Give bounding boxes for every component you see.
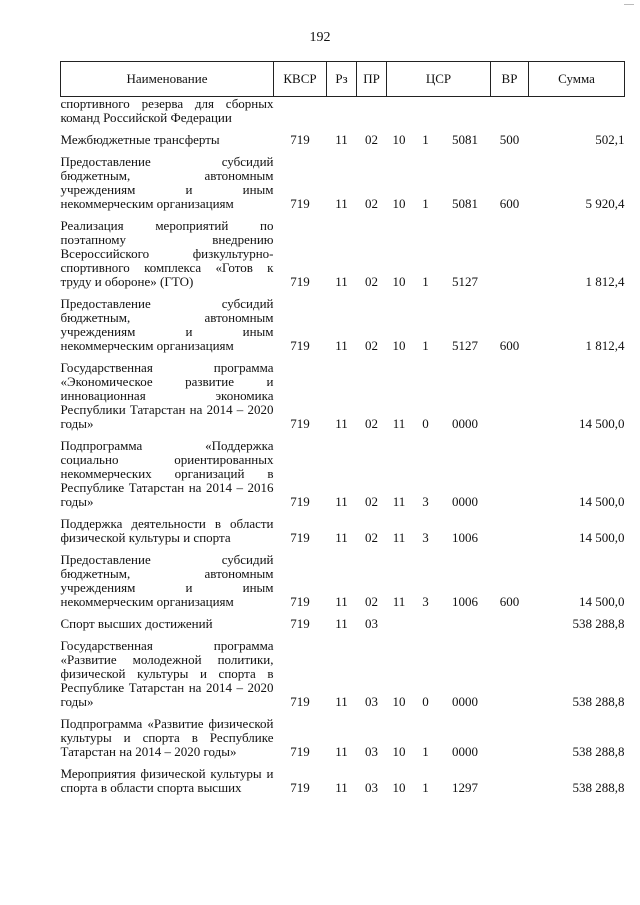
- cell-name: Подпрограмма «Развитие физической культуры и спорта в Республике Татарстан на 2014 – 2020 годы»: [60, 716, 274, 759]
- cell-csr3: [440, 97, 491, 126]
- cell-rz: 11: [335, 132, 348, 147]
- cell-name: Предоставление субсидий бюджетным, автономным учреждениям и иным некоммерческим организациям: [60, 154, 274, 211]
- cell-rz: 11: [335, 616, 348, 631]
- header-name: Наименование: [61, 62, 274, 97]
- cell-rz: 11: [335, 196, 348, 211]
- cell-sum: 1 812,4: [585, 274, 625, 289]
- cell-vr: [491, 219, 529, 289]
- cell-pr: 03: [365, 616, 378, 631]
- cell-vr: [491, 97, 529, 126]
- cell-vr: 600: [499, 338, 520, 353]
- cell-pr: 03: [365, 744, 378, 759]
- table-row: [61, 155, 625, 211]
- cell-pr: 02: [365, 338, 378, 353]
- cell-csr1: 10: [392, 132, 406, 147]
- table-body: [61, 97, 625, 796]
- cell-sum: 1 812,4: [585, 338, 625, 353]
- cell-csr3: 5081: [452, 132, 478, 147]
- cell-csr1: 11: [392, 494, 406, 509]
- cell-csr2: 0: [422, 694, 429, 709]
- cell-kvsr: 719: [290, 132, 310, 147]
- cell-kvsr: [274, 97, 327, 126]
- cell-csr3: 1006: [452, 594, 478, 609]
- cell-csr2: 0: [422, 416, 429, 431]
- table-row: [61, 617, 625, 631]
- cell-vr: 500: [499, 132, 520, 147]
- cell-sum: 502,1: [595, 132, 625, 147]
- cell-csr2: 1: [422, 744, 429, 759]
- cell-pr: 02: [365, 416, 378, 431]
- table-row: [61, 361, 625, 431]
- cell-pr: 02: [365, 530, 378, 545]
- cell-csr2: 1: [422, 196, 429, 211]
- cell-sum: 14 500,0: [579, 594, 625, 609]
- cell-csr1: 11: [392, 594, 406, 609]
- cell-pr: 02: [365, 494, 378, 509]
- cell-kvsr: 719: [290, 594, 310, 609]
- cell-rz: 11: [335, 694, 348, 709]
- cell-vr: 600: [499, 196, 520, 211]
- table-row: [61, 517, 625, 545]
- table-row: [61, 639, 625, 709]
- cell-rz: [327, 97, 357, 126]
- cell-name: Поддержка деятельности в области физической культуры и спорта: [60, 516, 274, 545]
- cell-kvsr: 719: [290, 338, 310, 353]
- cell-sum: 538 288,8: [572, 616, 625, 631]
- cell-csr1: 11: [392, 530, 406, 545]
- header-csr: ЦСР: [387, 62, 491, 97]
- cell-rz: 11: [335, 530, 348, 545]
- cell-name: Государственная программа «Экономическое развитие и инновационная экономика Республики Татарстан на 2014 – 2020 годы»: [60, 360, 274, 431]
- cell-sum: [529, 97, 625, 126]
- cell-csr3: 0000: [452, 744, 478, 759]
- cell-kvsr: 719: [290, 616, 310, 631]
- cell-sum: 538 288,8: [572, 694, 625, 709]
- cell-pr: 03: [365, 694, 378, 709]
- cell-csr1: 10: [392, 338, 406, 353]
- scan-edge-mark: [624, 4, 634, 5]
- cell-csr1: 11: [392, 416, 406, 431]
- cell-csr2: 1: [422, 132, 429, 147]
- table-row: [61, 297, 625, 353]
- cell-vr: [491, 361, 529, 431]
- cell-csr2: 3: [422, 494, 429, 509]
- cell-name: Предоставление субсидий бюджетным, автономным учреждениям и иным некоммерческим организациям: [60, 296, 274, 353]
- table-row: [61, 553, 625, 609]
- table-row: [61, 219, 625, 289]
- budget-table: [60, 61, 625, 795]
- cell-csr1: 10: [392, 744, 406, 759]
- cell-name: Предоставление субсидий бюджетным, автономным учреждениям и иным некоммерческим организациям: [60, 552, 274, 609]
- cell-kvsr: 719: [290, 780, 310, 795]
- cell-sum: 5 920,4: [585, 196, 625, 211]
- cell-name: Реализация мероприятий по поэтапному внедрению Всероссийского физкультурно-спортивного комплекса «Готов к труду и обороне» (ГТО): [60, 218, 274, 289]
- cell-name: спортивного резерва для сборных команд Российской Федерации: [60, 96, 274, 125]
- cell-rz: 11: [335, 274, 348, 289]
- cell-rz: 11: [335, 594, 348, 609]
- table-row: [61, 439, 625, 509]
- cell-csr3: 0000: [452, 694, 478, 709]
- cell-rz: 11: [335, 744, 348, 759]
- cell-csr3: 5127: [452, 338, 478, 353]
- table-header: [61, 62, 625, 97]
- cell-csr2: 1: [422, 274, 429, 289]
- cell-sum: 538 288,8: [572, 780, 625, 795]
- table-row: [61, 717, 625, 759]
- cell-sum: 14 500,0: [579, 530, 625, 545]
- cell-sum: 538 288,8: [572, 744, 625, 759]
- cell-csr2: 3: [422, 530, 429, 545]
- header-vr: ВР: [491, 62, 529, 97]
- cell-csr1: 10: [392, 780, 406, 795]
- cell-vr: 600: [499, 594, 520, 609]
- cell-kvsr: 719: [290, 694, 310, 709]
- cell-rz: 11: [335, 338, 348, 353]
- cell-csr1: 10: [392, 694, 406, 709]
- cell-csr2: [412, 617, 440, 631]
- cell-sum: 14 500,0: [579, 416, 625, 431]
- cell-csr2: 3: [422, 594, 429, 609]
- cell-kvsr: 719: [290, 196, 310, 211]
- cell-kvsr: 719: [290, 274, 310, 289]
- cell-csr1: [387, 97, 412, 126]
- cell-vr: [491, 617, 529, 631]
- cell-pr: 02: [365, 132, 378, 147]
- cell-kvsr: 719: [290, 744, 310, 759]
- cell-csr2: [412, 97, 440, 126]
- table-row: [61, 767, 625, 795]
- header-pr: ПР: [357, 62, 387, 97]
- cell-sum: 14 500,0: [579, 494, 625, 509]
- cell-csr2: 1: [422, 780, 429, 795]
- cell-rz: 11: [335, 780, 348, 795]
- cell-csr3: [440, 617, 491, 631]
- cell-kvsr: 719: [290, 416, 310, 431]
- cell-name: Спорт высших достижений: [60, 616, 213, 631]
- table-row: [61, 133, 625, 147]
- cell-vr: [491, 767, 529, 795]
- cell-pr: 02: [365, 274, 378, 289]
- header-sum: Сумма: [529, 62, 625, 97]
- cell-vr: [491, 517, 529, 545]
- header-kvsr: КВСР: [274, 62, 327, 97]
- table-row: [61, 97, 625, 126]
- cell-name: Подпрограмма «Поддержка социально ориентированных некоммерческих организаций в Республике Татарстан на 2014 – 2016 годы»: [60, 438, 274, 509]
- cell-name: Межбюджетные трансферты: [60, 132, 220, 147]
- cell-pr: 02: [365, 196, 378, 211]
- cell-csr3: 0000: [452, 494, 478, 509]
- cell-vr: [491, 639, 529, 709]
- cell-csr3: 1297: [452, 780, 478, 795]
- cell-pr: 03: [365, 780, 378, 795]
- cell-csr2: 1: [422, 338, 429, 353]
- cell-pr: [357, 97, 387, 126]
- cell-csr1: 10: [392, 274, 406, 289]
- cell-csr3: 1006: [452, 530, 478, 545]
- cell-pr: 02: [365, 594, 378, 609]
- cell-name: Государственная программа «Развитие молодежной политики, физической культуры и спорта в Республике Татарстан на 2014 – 2020 годы»: [60, 638, 274, 709]
- cell-csr3: 0000: [452, 416, 478, 431]
- page-number: 192: [309, 30, 331, 45]
- cell-vr: [491, 717, 529, 759]
- cell-kvsr: 719: [290, 530, 310, 545]
- cell-csr1: 10: [392, 196, 406, 211]
- cell-csr3: 5081: [452, 196, 478, 211]
- cell-csr1: [387, 617, 412, 631]
- cell-name: Мероприятия физической культуры и спорта в области спорта высших: [60, 766, 274, 795]
- cell-rz: 11: [335, 416, 348, 431]
- cell-rz: 11: [335, 494, 348, 509]
- cell-kvsr: 719: [290, 494, 310, 509]
- cell-vr: [491, 439, 529, 509]
- cell-csr3: 5127: [452, 274, 478, 289]
- header-rz: Рз: [327, 62, 357, 97]
